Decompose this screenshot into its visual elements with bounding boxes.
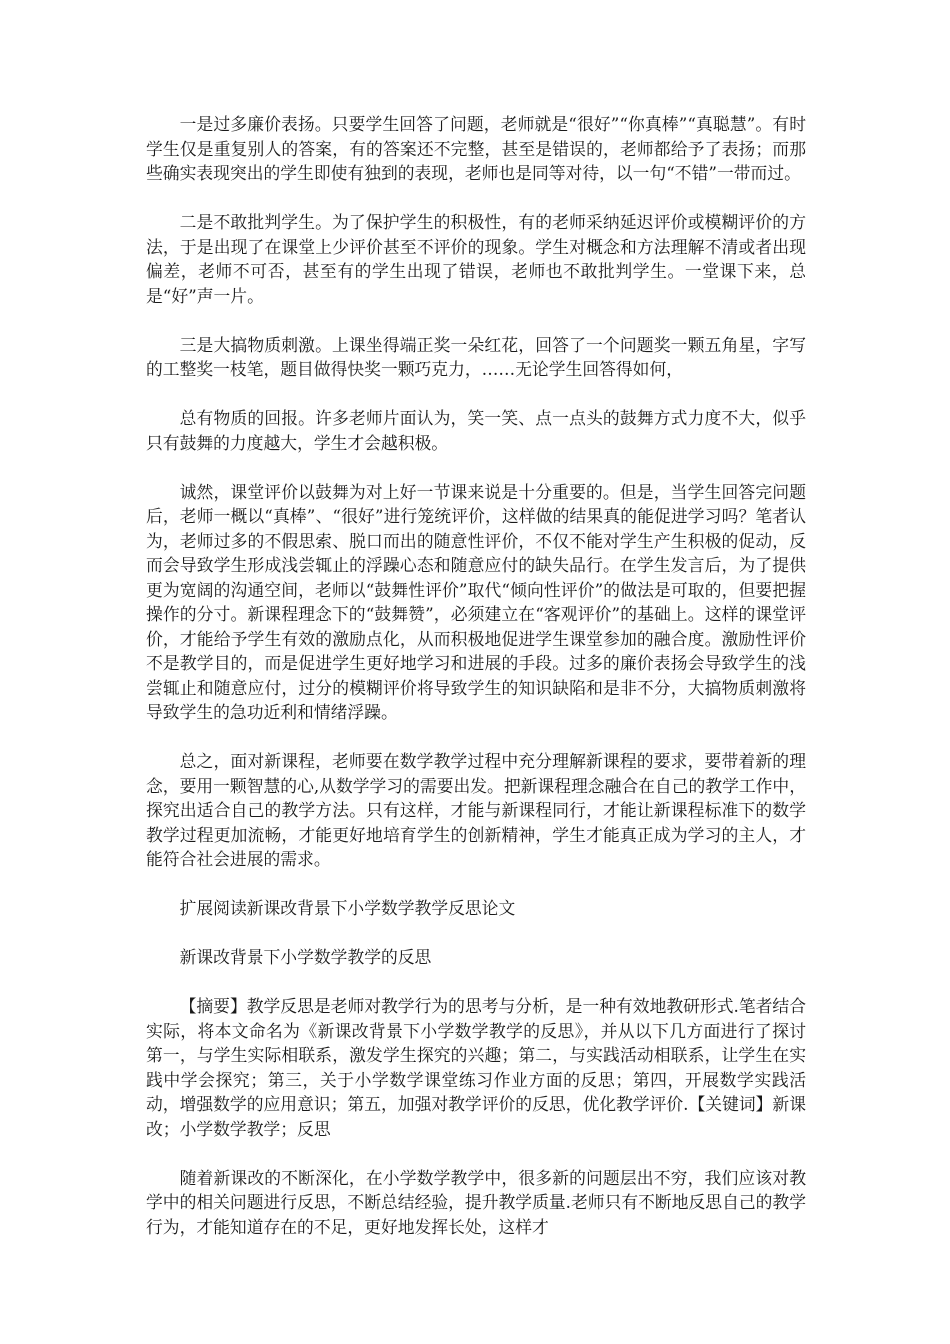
abstract-paragraph: 【摘要】教学反思是老师对教学行为的思考与分析，是一种有效地教研形式.笔者结合实际，将本文命名为《新课改背景下小学数学教学的反思》，并从以下几方面进行了探讨第一，与学生实际相联系，激发学生探究的兴趣；第二，与实践活动相联系，让学生在实践中学会探究；第三，关于小学数学课堂练习作业方面的反思；第四，开展数学实践活动，增强数学的应用意识；第五，加强对教学评价的反思，优化教学评价.【关键词】新课改；小学数学教学；反思 (146, 996, 806, 1139)
paragraph-material-rewards: 三是大搞物质刺激。上课坐得端正奖一朵红花，回答了一个问题奖一颗五角星，字写的工整奖一枝笔，题目做得快奖一颗巧克力，……无论学生回答得如何， (146, 334, 806, 379)
extended-reading-heading: 扩展阅读新课改背景下小学数学教学反思论文 (179, 898, 516, 918)
paragraph-no-criticism: 二是不敢批判学生。为了保护学生的积极性，有的老师采纳延迟评价或模糊评价的方法，于是出现了在课堂上少评价甚至不评价的现象。学生对概念和方法理解不清或者出现偏差，老师不可否，甚至有的学生出现了错误，老师也不敢批判学生。一堂课下来，总是“好”声一片。 (146, 212, 806, 306)
paragraph-evaluation-discussion: 诚然，课堂评价以鼓舞为对上好一节课来说是十分重要的。但是，当学生回答完问题后，老师一概以“真棒”、“很好”进行笼统评价，这样做的结果真的能促进学习吗？笔者认为，老师过多的不假思索、脱口而出的随意性评价，不仅不能对学生产生积极的促动，反而会导致学生形成浅尝辄止的浮躁心态和随意应付的缺失品行。在学生发言后，为了提供更为宽阔的沟通空间，老师以“鼓舞性评价”取代“倾向性评价”的做法是可取的，但要把握操作的分寸。新课程理念下的“鼓舞赞”，必须建立在“客观评价”的基础上。这样的课堂评价，才能给予学生有效的激励点化，从而积极地促进学生课堂参加的融合度。激励性评价不是教学目的，而是促进学生更好地学习和进展的手段。过多的廉价表扬会导致学生的浅尝辄止和随意应付，过分的模糊评价将导致学生的知识缺陷和是非不分，大搞物质刺激将导致学生的急功近利和情绪浮躁。 (146, 481, 806, 722)
intro-paragraph: 随着新课改的不断深化，在小学数学教学中，很多新的问题层出不穷，我们应该对教学中的相关问题进行反思，不断总结经验，提升教学质量.老师只有不断地反思自己的教学行为，才能知道存在的不足，更好地发挥长处，这样才 (146, 1167, 806, 1237)
document-body (146, 112, 806, 1239)
paragraph-conclusion: 总之，面对新课程，老师要在数学教学过程中充分理解新课程的要求，要带着新的理念，要用一颗智慧的心,从数学学习的需要出发。把新课程理念融合在自己的教学工作中，探究出适合自己的教学方法。只有这样，才能与新课程同行，才能让新课程标准下的数学教学过程更加流畅，才能更好地培育学生的创新精神，学生才能真正成为学习的主人，才能符合社会进展的需求。 (146, 751, 806, 869)
paragraph-material-returns: 总有物质的回报。许多老师片面认为，笑一笑、点一点头的鼓舞方式力度不大，似乎只有鼓舞的力度越大，学生才会越积极。 (146, 408, 806, 453)
article-title: 新课改背景下小学数学教学的反思 (179, 947, 432, 967)
paragraph-excessive-praise: 一是过多廉价表扬。只要学生回答了问题，老师就是“很好”“你真棒”“真聪慧”。有时学生仅是重复别人的答案，有的答案还不完整，甚至是错误的，老师都给予了表扬；而那些确实表现突出的学生即使有独到的表现，老师也是同等对待，以一句“不错”一带而过。 (146, 114, 806, 183)
